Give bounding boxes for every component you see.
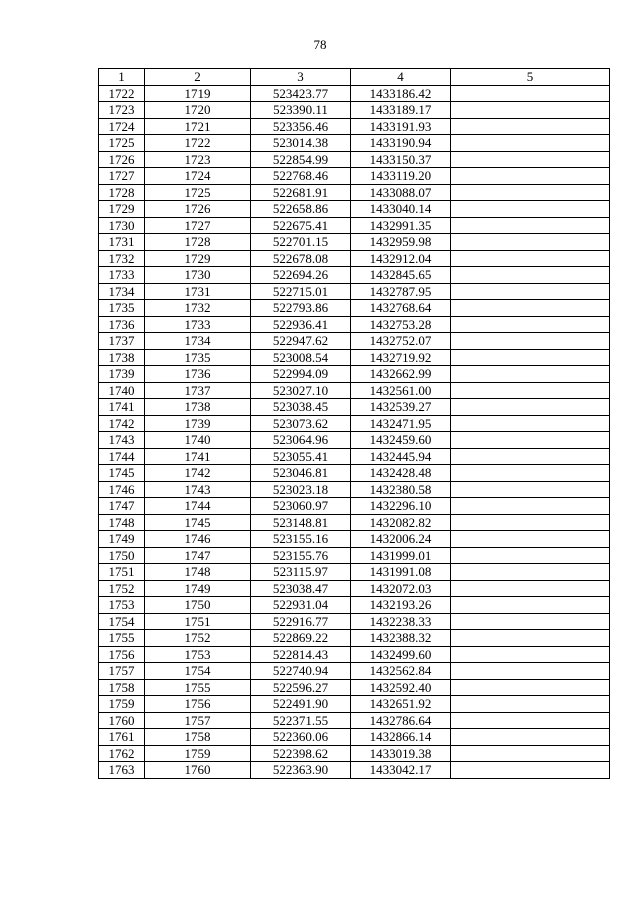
table-cell: 1729 — [99, 201, 145, 218]
table-row — [99, 102, 610, 119]
table-cell: 523073.62 — [251, 415, 351, 432]
table-cell: 1719 — [145, 85, 251, 102]
table-cell: 1730 — [145, 267, 251, 284]
table-cell — [451, 745, 610, 762]
column-header: 5 — [451, 69, 610, 86]
table-cell: 522596.27 — [251, 679, 351, 696]
table-cell: 1734 — [145, 333, 251, 350]
table-cell: 1432662.99 — [351, 366, 451, 383]
table-cell: 1723 — [99, 102, 145, 119]
table-cell: 523148.81 — [251, 514, 351, 531]
column-header: 2 — [145, 69, 251, 86]
table-row — [99, 217, 610, 234]
table-cell — [451, 465, 610, 482]
table-cell: 1432562.84 — [351, 663, 451, 680]
table-cell: 1433190.94 — [351, 135, 451, 152]
table-cell: 522398.62 — [251, 745, 351, 762]
table-cell: 522994.09 — [251, 366, 351, 383]
table-cell: 1760 — [99, 712, 145, 729]
table-row — [99, 234, 610, 251]
table-cell: 1751 — [99, 564, 145, 581]
table-cell: 1724 — [145, 168, 251, 185]
table-cell: 1731 — [99, 234, 145, 251]
table-cell: 1739 — [145, 415, 251, 432]
table-cell: 1733 — [99, 267, 145, 284]
table-row — [99, 85, 610, 102]
table-cell: 1752 — [99, 580, 145, 597]
table-cell — [451, 102, 610, 119]
table-row — [99, 646, 610, 663]
table-cell: 522947.62 — [251, 333, 351, 350]
table-cell: 1743 — [145, 481, 251, 498]
table-cell: 1720 — [145, 102, 251, 119]
table-cell: 1756 — [99, 646, 145, 663]
table-cell: 1749 — [145, 580, 251, 597]
table-cell: 1432499.60 — [351, 646, 451, 663]
table-cell — [451, 762, 610, 779]
table-row — [99, 630, 610, 647]
table-cell: 1433150.37 — [351, 151, 451, 168]
table-cell: 1754 — [145, 663, 251, 680]
table-cell: 523423.77 — [251, 85, 351, 102]
table-cell: 1750 — [99, 547, 145, 564]
table-cell: 1752 — [145, 630, 251, 647]
table-cell: 522916.77 — [251, 613, 351, 630]
table-cell: 1432296.10 — [351, 498, 451, 515]
table-cell — [451, 250, 610, 267]
table-cell: 1759 — [145, 745, 251, 762]
table-cell: 1728 — [145, 234, 251, 251]
table-cell: 1754 — [99, 613, 145, 630]
table-cell: 1734 — [99, 283, 145, 300]
table-cell: 523115.97 — [251, 564, 351, 581]
table-cell: 1758 — [145, 729, 251, 746]
table-cell: 523055.41 — [251, 448, 351, 465]
table-cell: 1433191.93 — [351, 118, 451, 135]
table-row — [99, 729, 610, 746]
table-cell: 522768.46 — [251, 168, 351, 185]
table-row — [99, 316, 610, 333]
table-cell: 1736 — [145, 366, 251, 383]
table-cell: 522740.94 — [251, 663, 351, 680]
table-cell: 1727 — [145, 217, 251, 234]
table-cell: 1433019.38 — [351, 745, 451, 762]
table-cell: 1432459.60 — [351, 432, 451, 449]
table-cell: 1756 — [145, 696, 251, 713]
table-row — [99, 184, 610, 201]
table-cell: 1432753.28 — [351, 316, 451, 333]
table-cell: 523060.97 — [251, 498, 351, 515]
table-cell: 1763 — [99, 762, 145, 779]
table-cell: 1760 — [145, 762, 251, 779]
table-cell: 522931.04 — [251, 597, 351, 614]
table-cell: 1432006.24 — [351, 531, 451, 548]
table-row — [99, 745, 610, 762]
table-cell — [451, 481, 610, 498]
table-cell: 1749 — [99, 531, 145, 548]
table-row — [99, 382, 610, 399]
table-cell: 1729 — [145, 250, 251, 267]
table-cell: 1431991.08 — [351, 564, 451, 581]
table-cell: 523046.81 — [251, 465, 351, 482]
table-row — [99, 663, 610, 680]
table-cell: 1751 — [145, 613, 251, 630]
table-cell: 1433042.17 — [351, 762, 451, 779]
table-cell: 522678.08 — [251, 250, 351, 267]
table-cell — [451, 448, 610, 465]
table-cell: 522491.90 — [251, 696, 351, 713]
table-row — [99, 597, 610, 614]
table-cell — [451, 267, 610, 284]
table-row — [99, 531, 610, 548]
table-cell: 1733 — [145, 316, 251, 333]
table-cell — [451, 712, 610, 729]
table-cell — [451, 564, 610, 581]
table-cell — [451, 168, 610, 185]
table-cell: 523038.47 — [251, 580, 351, 597]
column-header: 4 — [351, 69, 451, 86]
table-row — [99, 514, 610, 531]
table-cell: 1759 — [99, 696, 145, 713]
table-cell: 1432768.64 — [351, 300, 451, 317]
table-row — [99, 481, 610, 498]
table-cell: 1725 — [145, 184, 251, 201]
table-cell — [451, 514, 610, 531]
table-cell: 522360.06 — [251, 729, 351, 746]
table-cell: 1724 — [99, 118, 145, 135]
table-cell: 522371.55 — [251, 712, 351, 729]
table-cell: 523038.45 — [251, 399, 351, 416]
table-cell: 1432082.82 — [351, 514, 451, 531]
table-row — [99, 498, 610, 515]
table-cell — [451, 597, 610, 614]
table-cell — [451, 729, 610, 746]
table-cell: 1753 — [99, 597, 145, 614]
table-cell: 523014.38 — [251, 135, 351, 152]
page-number: 78 — [313, 37, 327, 52]
table-cell: 523008.54 — [251, 349, 351, 366]
table-cell: 522694.26 — [251, 267, 351, 284]
table-row — [99, 151, 610, 168]
table-cell — [451, 613, 610, 630]
table-cell: 1432991.35 — [351, 217, 451, 234]
table-cell: 1432072.03 — [351, 580, 451, 597]
table-cell — [451, 547, 610, 564]
table-cell: 522681.91 — [251, 184, 351, 201]
table-row — [99, 432, 610, 449]
table-cell: 1432787.95 — [351, 283, 451, 300]
table-cell: 1432786.64 — [351, 712, 451, 729]
table-row — [99, 712, 610, 729]
table-cell: 1748 — [99, 514, 145, 531]
table-cell — [451, 151, 610, 168]
table-cell: 1432388.32 — [351, 630, 451, 647]
table-cell: 1755 — [145, 679, 251, 696]
table-cell — [451, 663, 610, 680]
table-cell: 1732 — [99, 250, 145, 267]
table-row — [99, 118, 610, 135]
table-header-row — [99, 69, 610, 86]
table-cell: 1432238.33 — [351, 613, 451, 630]
table-cell: 1432471.95 — [351, 415, 451, 432]
table-cell: 523064.96 — [251, 432, 351, 449]
table-row — [99, 267, 610, 284]
table-row — [99, 580, 610, 597]
table-cell: 1432592.40 — [351, 679, 451, 696]
table-body — [99, 69, 610, 779]
table-cell: 1432561.00 — [351, 382, 451, 399]
table-cell: 1744 — [99, 448, 145, 465]
table-cell: 523390.11 — [251, 102, 351, 119]
table-cell — [451, 300, 610, 317]
table-cell: 1746 — [99, 481, 145, 498]
table-cell — [451, 201, 610, 218]
table-cell: 1433040.14 — [351, 201, 451, 218]
table-row — [99, 300, 610, 317]
table-cell: 522658.86 — [251, 201, 351, 218]
table-row — [99, 564, 610, 581]
table-cell — [451, 498, 610, 515]
table-cell: 522701.15 — [251, 234, 351, 251]
table-cell: 522363.90 — [251, 762, 351, 779]
table-cell — [451, 580, 610, 597]
table-cell — [451, 283, 610, 300]
table-cell: 1735 — [99, 300, 145, 317]
table-cell: 1762 — [99, 745, 145, 762]
table-cell: 522936.41 — [251, 316, 351, 333]
table-cell — [451, 679, 610, 696]
table-cell: 1742 — [99, 415, 145, 432]
table-cell — [451, 432, 610, 449]
table-cell: 1723 — [145, 151, 251, 168]
table-cell: 1432719.92 — [351, 349, 451, 366]
table-row — [99, 465, 610, 482]
table-cell: 1432866.14 — [351, 729, 451, 746]
table-cell — [451, 118, 610, 135]
table-cell — [451, 382, 610, 399]
table-cell: 523356.46 — [251, 118, 351, 135]
table-cell: 1433119.20 — [351, 168, 451, 185]
table-cell: 1738 — [145, 399, 251, 416]
table-cell: 522675.41 — [251, 217, 351, 234]
table-cell: 1745 — [145, 514, 251, 531]
table-cell: 1744 — [145, 498, 251, 515]
table-cell: 1757 — [145, 712, 251, 729]
table-cell: 1722 — [145, 135, 251, 152]
table-cell: 1761 — [99, 729, 145, 746]
table-cell: 1745 — [99, 465, 145, 482]
table-cell — [451, 316, 610, 333]
table-row — [99, 762, 610, 779]
column-header: 3 — [251, 69, 351, 86]
column-header: 1 — [99, 69, 145, 86]
table-cell: 523027.10 — [251, 382, 351, 399]
table-cell: 523155.76 — [251, 547, 351, 564]
table-cell: 1725 — [99, 135, 145, 152]
table-row — [99, 349, 610, 366]
table-cell — [451, 399, 610, 416]
table-row — [99, 283, 610, 300]
table-cell: 1432912.04 — [351, 250, 451, 267]
table-cell: 522814.43 — [251, 646, 351, 663]
table-cell: 1737 — [99, 333, 145, 350]
table-cell: 1750 — [145, 597, 251, 614]
table-cell — [451, 85, 610, 102]
table-cell: 522793.86 — [251, 300, 351, 317]
table-cell — [451, 184, 610, 201]
table-cell: 1747 — [145, 547, 251, 564]
table-cell: 1432193.26 — [351, 597, 451, 614]
table-cell: 1432845.65 — [351, 267, 451, 284]
table-cell: 1755 — [99, 630, 145, 647]
table-cell: 1757 — [99, 663, 145, 680]
table-cell: 1432752.07 — [351, 333, 451, 350]
table-cell — [451, 234, 610, 251]
table-cell: 1743 — [99, 432, 145, 449]
table-cell: 1753 — [145, 646, 251, 663]
table-row — [99, 168, 610, 185]
table-cell — [451, 135, 610, 152]
table-cell: 523155.16 — [251, 531, 351, 548]
table-cell: 1727 — [99, 168, 145, 185]
table-cell: 1432380.58 — [351, 481, 451, 498]
table-row — [99, 135, 610, 152]
table-cell: 1722 — [99, 85, 145, 102]
table-cell: 1742 — [145, 465, 251, 482]
table-cell: 1746 — [145, 531, 251, 548]
table-row — [99, 696, 610, 713]
table-cell: 1735 — [145, 349, 251, 366]
table-cell: 1726 — [99, 151, 145, 168]
table-cell: 522854.99 — [251, 151, 351, 168]
table-cell — [451, 217, 610, 234]
table-cell: 1740 — [145, 432, 251, 449]
table-row — [99, 250, 610, 267]
table-row — [99, 333, 610, 350]
table-cell: 1741 — [145, 448, 251, 465]
table-row — [99, 679, 610, 696]
table-cell: 1738 — [99, 349, 145, 366]
table-cell: 523023.18 — [251, 481, 351, 498]
table-row — [99, 613, 610, 630]
table-row — [99, 547, 610, 564]
table-cell: 1731 — [145, 283, 251, 300]
table-cell — [451, 646, 610, 663]
table-cell: 1732 — [145, 300, 251, 317]
table-cell: 1721 — [145, 118, 251, 135]
table-cell: 1433088.07 — [351, 184, 451, 201]
table-cell — [451, 630, 610, 647]
table-cell — [451, 696, 610, 713]
table-cell — [451, 349, 610, 366]
table-cell: 1432445.94 — [351, 448, 451, 465]
table-cell: 1758 — [99, 679, 145, 696]
table-cell: 1737 — [145, 382, 251, 399]
table-cell: 1432651.92 — [351, 696, 451, 713]
table-cell: 1433189.17 — [351, 102, 451, 119]
table-row — [99, 366, 610, 383]
table-cell: 1741 — [99, 399, 145, 416]
table-cell: 1730 — [99, 217, 145, 234]
table-cell: 1728 — [99, 184, 145, 201]
table-row — [99, 415, 610, 432]
table-row — [99, 399, 610, 416]
table-cell: 1748 — [145, 564, 251, 581]
table-cell: 1740 — [99, 382, 145, 399]
table-cell — [451, 366, 610, 383]
table-cell: 1726 — [145, 201, 251, 218]
table-cell: 1432539.27 — [351, 399, 451, 416]
table-cell: 1431999.01 — [351, 547, 451, 564]
table-cell: 522869.22 — [251, 630, 351, 647]
table-cell: 1432959.98 — [351, 234, 451, 251]
table-cell — [451, 531, 610, 548]
table-cell: 1433186.42 — [351, 85, 451, 102]
table-cell: 1739 — [99, 366, 145, 383]
table-cell — [451, 333, 610, 350]
table-cell: 522715.01 — [251, 283, 351, 300]
table-cell: 1736 — [99, 316, 145, 333]
table-row — [99, 201, 610, 218]
table-cell: 1747 — [99, 498, 145, 515]
table-cell — [451, 415, 610, 432]
coordinates-table — [98, 68, 610, 779]
table-cell: 1432428.48 — [351, 465, 451, 482]
table-row — [99, 448, 610, 465]
